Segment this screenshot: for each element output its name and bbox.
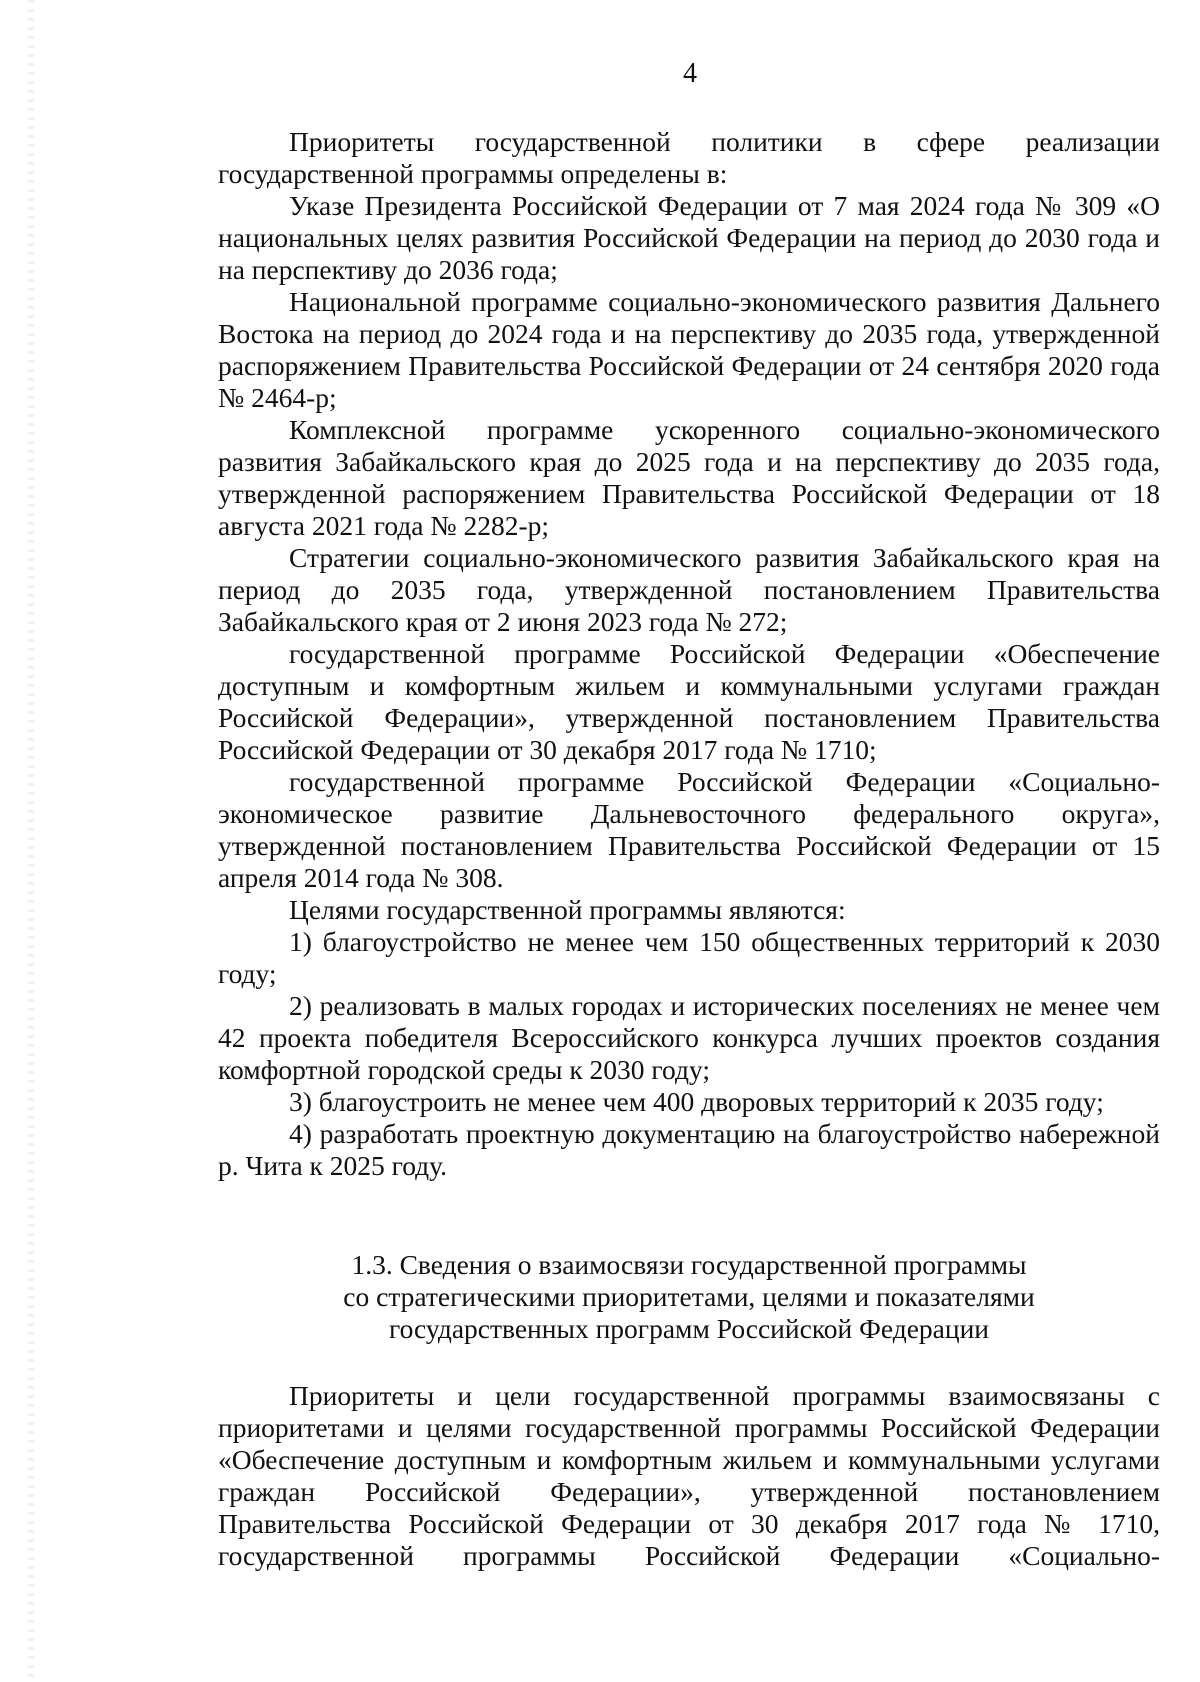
paragraph-far-east-district-program: государственной программе Российской Федерации «Социально-экономическое развитие Дальневосточного федерального округа», утвержденной постановлением Правительства Российской Федерации от 15 апреля 2014 года № 308. xyxy=(218,766,1160,893)
list-item-goal-3: 3) благоустроить не менее чем 400 дворовых территорий к 2035 году; xyxy=(289,1086,1104,1117)
paragraph-presidential-decree: Указе Президента Российской Федерации от 7 мая 2024 года № 309 «О национальных целях развития Российской Федерации на период до 2030 года и на перспективу до 2036 года; xyxy=(218,190,1160,285)
section-heading-line-1: 1.3. Сведения о взаимосвязи государственной программы xyxy=(351,1249,1027,1280)
paragraph-far-east-program: Национальной программе социально-экономического развития Дальнего Востока на период до 2024 года и на перспективу до 2035 года, утвержденной распоряжением Правительства Российской Федерации от 24 сентября 2020 года № 2464-р; xyxy=(218,286,1160,413)
page-number: 4 xyxy=(683,58,697,89)
paragraph-goals-intro: Целями государственной программы являются: xyxy=(289,894,846,925)
paragraph-housing-program: государственной программе Российской Федерации «Обеспечение доступным и комфортным жильем и коммунальными услугами граждан Российской Федерации», утвержденной постановлением Правительства Российской Федерации от 30 декабря 2017 года № 1710; xyxy=(218,638,1160,765)
list-item-goal-1: 1) благоустройство не менее чем 150 общественных территорий к 2030 году; xyxy=(218,926,1160,989)
section-heading xyxy=(218,1249,1160,1345)
section-heading-line-3: государственных программ Российской Федерации xyxy=(388,1313,990,1344)
paragraph-interrelation: Приоритеты и цели государственной программы взаимосвязаны с приоритетами и целями государственной программы Российской Федерации «Обеспечение доступным и комфортным жильем и коммунальными услугами граждан Российской Федерации», утвержденной постановлением Правительства Российской Федерации от 30 декабря 2017 года № 1710, государственной программы Российской Федерации «Социально- xyxy=(218,1380,1160,1571)
paragraph-zabaikalsky-strategy: Стратегии социально-экономического развития Забайкальского края на период до 2035 года, утвержденной постановлением Правительства Забайкальского края от 2 июня 2023 года № 272; xyxy=(218,542,1160,637)
section-heading-line-2: со стратегическими приоритетами, целями и показателями xyxy=(343,1281,1035,1312)
list-item-goal-2: 2) реализовать в малых городах и исторических поселениях не менее чем 42 проекта победителя Всероссийского конкурса лучших проектов создания комфортной городской среды к 2030 году; xyxy=(218,990,1160,1085)
interrelation-text-block xyxy=(218,1380,1160,1572)
list-item-goal-4: 4) разработать проектную документацию на благоустройство набережной р. Чита к 2025 году. xyxy=(218,1118,1160,1181)
scan-edge-artifact xyxy=(28,0,34,1682)
paragraph-zabaikalsky-complex-program: Комплексной программе ускоренного социально-экономического развития Забайкальского края до 2025 года и на перспективу до 2035 года, утвержденной распоряжением Правительства Российской Федерации от 18 августа 2021 года № 2282-р; xyxy=(218,414,1160,541)
priorities-text-block xyxy=(218,126,1160,1182)
paragraph-priorities-intro: Приоритеты государственной политики в сфере реализации государственной программы определены в: xyxy=(218,126,1160,189)
